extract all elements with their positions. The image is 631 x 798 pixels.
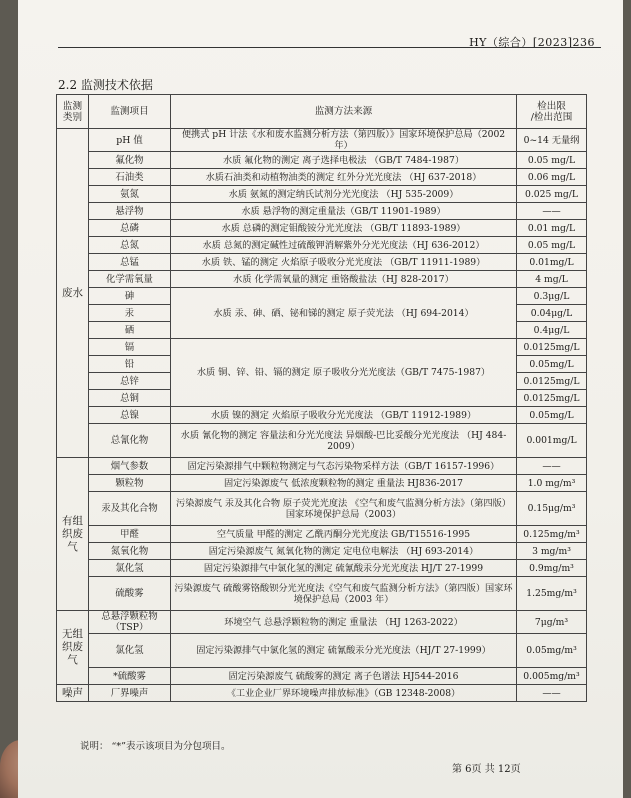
item-name: 氯化氢 bbox=[89, 560, 171, 577]
detection-limit: 0.0125mg/L bbox=[517, 373, 587, 390]
method-source: 污染源废气 汞及其化合物 原子荧光光度法 《空气和废气监测分析方法》（第四版）国家环境保护总局（2003） bbox=[171, 492, 517, 526]
method-source: 水质 汞、砷、硒、铋和锑的测定 原子荧光法 （HJ 694-2014） bbox=[171, 288, 517, 339]
detection-limit: 0.3μg/L bbox=[517, 288, 587, 305]
item-name: 氨氮 bbox=[89, 186, 171, 203]
table-row bbox=[57, 254, 587, 271]
method-source: 水质 铁、锰的测定 火焰原子吸收分光光度法 （GB/T 11911-1989） bbox=[171, 254, 517, 271]
table-row bbox=[57, 668, 587, 685]
item-name: 总氮 bbox=[89, 237, 171, 254]
table-row bbox=[57, 543, 587, 560]
category-unorganized-gas: 无组 织废 气 bbox=[57, 611, 89, 685]
table-row bbox=[57, 220, 587, 237]
item-name: 总悬浮颗粒物（TSP） bbox=[89, 611, 171, 634]
item-name: 石油类 bbox=[89, 169, 171, 186]
item-name: 氟化物 bbox=[89, 152, 171, 169]
table-row bbox=[57, 634, 587, 668]
method-source: 水质 悬浮物的测定重量法（GB/T 11901-1989） bbox=[171, 203, 517, 220]
method-source: 固定污染源废气 硫酸雾的测定 离子色谱法 HJ544-2016 bbox=[171, 668, 517, 685]
detection-limit: 0.125mg/m³ bbox=[517, 526, 587, 543]
table-row bbox=[57, 203, 587, 220]
category-organized-gas: 有组 织废 气 bbox=[57, 458, 89, 611]
method-source: 固定污染源排气中氯化氢的测定 硫氰酸汞分光光度法（HJ/T 27-1999） bbox=[171, 634, 517, 668]
table-row bbox=[57, 577, 587, 611]
table-row bbox=[57, 475, 587, 492]
detection-limit: 0.05 mg/L bbox=[517, 152, 587, 169]
section-title: 2.2 监测技术依据 bbox=[58, 78, 153, 92]
table-note: 说明： “*”表示该项目为分包项目。 bbox=[80, 741, 231, 752]
table-row bbox=[57, 169, 587, 186]
table-row bbox=[57, 237, 587, 254]
table-row bbox=[57, 424, 587, 458]
method-source: 水质石油类和动植物油类的测定 红外分光光度法 （HJ 637-2018） bbox=[171, 169, 517, 186]
item-name: 悬浮物 bbox=[89, 203, 171, 220]
item-name: *硫酸雾 bbox=[89, 668, 171, 685]
item-name: 化学需氧量 bbox=[89, 271, 171, 288]
detection-limit: 0.0125mg/L bbox=[517, 339, 587, 356]
method-source: 水质 总磷的测定钼酸铵分光光度法 （GB/T 11893-1989） bbox=[171, 220, 517, 237]
item-name: 总氰化物 bbox=[89, 424, 171, 458]
detection-limit: 0.005mg/m³ bbox=[517, 668, 587, 685]
table-row bbox=[57, 458, 587, 475]
header-item: 监测项目 bbox=[89, 95, 171, 129]
detection-limit: —— bbox=[517, 685, 587, 702]
document-page bbox=[18, 0, 623, 798]
method-source: 空气质量 甲醛的测定 乙酰丙酮分光光度法 GB/T15516-1995 bbox=[171, 526, 517, 543]
detection-limit: 0.15μg/m³ bbox=[517, 492, 587, 526]
detection-limit: 0.01mg/L bbox=[517, 254, 587, 271]
method-source: 污染源废气 硫酸雾铬酸钡分光光度法《空气和废气监测分析方法》（第四版）国家环境保护总局（2003 年） bbox=[171, 577, 517, 611]
detection-limit: 0.001mg/L bbox=[517, 424, 587, 458]
method-source: 水质 化学需氧量的测定 重铬酸盐法（HJ 828-2017） bbox=[171, 271, 517, 288]
detection-limit: 0.025 mg/L bbox=[517, 186, 587, 203]
method-source: 水质 铜、锌、铅、镉的测定 原子吸收分光光度法（GB/T 7475-1987） bbox=[171, 339, 517, 407]
item-name: 颗粒物 bbox=[89, 475, 171, 492]
detection-limit: 0.06 mg/L bbox=[517, 169, 587, 186]
detection-limit: 0.0125mg/L bbox=[517, 390, 587, 407]
doc-number: HY（综合）[2023]236 bbox=[469, 36, 595, 49]
table-row bbox=[57, 560, 587, 577]
detection-limit: 3 mg/m³ bbox=[517, 543, 587, 560]
detection-limit: 0.05mg/L bbox=[517, 356, 587, 373]
detection-limit: 0.01 mg/L bbox=[517, 220, 587, 237]
item-name: 总镍 bbox=[89, 407, 171, 424]
header-category: 监测 类别 bbox=[57, 95, 89, 129]
method-source: 固定污染源排气中氯化氢的测定 硫氰酸汞分光光度法 HJ/T 27-1999 bbox=[171, 560, 517, 577]
item-name: 硫酸雾 bbox=[89, 577, 171, 611]
table-row bbox=[57, 152, 587, 169]
table-row bbox=[57, 407, 587, 424]
table-row bbox=[57, 492, 587, 526]
item-name: 镉 bbox=[89, 339, 171, 356]
category-wastewater: 废水 bbox=[57, 129, 89, 458]
table-row bbox=[57, 339, 587, 356]
table-row bbox=[57, 685, 587, 702]
header-method: 监测方法来源 bbox=[171, 95, 517, 129]
item-name: 厂界噪声 bbox=[89, 685, 171, 702]
detection-limit: 4 mg/L bbox=[517, 271, 587, 288]
item-name: 铅 bbox=[89, 356, 171, 373]
method-source: 水质 氨氮的测定纳氏试剂分光光度法 （HJ 535-2009） bbox=[171, 186, 517, 203]
method-source: 《工业企业厂界环境噪声排放标准》（GB 12348-2008） bbox=[171, 685, 517, 702]
item-name: 总磷 bbox=[89, 220, 171, 237]
method-source: 固定污染源排气中颗粒物测定与气态污染物采样方法（GB/T 16157-1996） bbox=[171, 458, 517, 475]
item-name: 总锰 bbox=[89, 254, 171, 271]
item-name: 烟气参数 bbox=[89, 458, 171, 475]
item-name: 氯化氢 bbox=[89, 634, 171, 668]
item-name: 汞 bbox=[89, 305, 171, 322]
header-rule bbox=[58, 47, 601, 48]
method-source: 便携式 pH 计法《水和废水监测分析方法（第四版）》国家环境保护总局（2002 年） bbox=[171, 129, 517, 152]
method-source: 水质 镍的测定 火焰原子吸收分光光度法 （GB/T 11912-1989） bbox=[171, 407, 517, 424]
detection-limit: —— bbox=[517, 203, 587, 220]
detection-limit: 7μg/m³ bbox=[517, 611, 587, 634]
method-source: 固定污染源废气 低浓度颗粒物的测定 重量法 HJ836-2017 bbox=[171, 475, 517, 492]
detection-limit: 0.05 mg/L bbox=[517, 237, 587, 254]
table-row bbox=[57, 186, 587, 203]
table-row bbox=[57, 129, 587, 152]
method-source: 固定污染源废气 氮氧化物的测定 定电位电解法 （HJ 693-2014） bbox=[171, 543, 517, 560]
detection-limit: 0.4μg/L bbox=[517, 322, 587, 339]
item-name: 总锌 bbox=[89, 373, 171, 390]
item-name: 硒 bbox=[89, 322, 171, 339]
method-source: 水质 氰化物的测定 容量法和分光光度法 异烟酸-巴比妥酸分光光度法 （HJ 484-2009） bbox=[171, 424, 517, 458]
table-row bbox=[57, 526, 587, 543]
monitoring-basis-table bbox=[56, 94, 587, 702]
table-row bbox=[57, 288, 587, 305]
method-source: 环境空气 总悬浮颗粒物的测定 重量法 （HJ 1263-2022） bbox=[171, 611, 517, 634]
category-noise: 噪声 bbox=[57, 685, 89, 702]
item-name: 总铜 bbox=[89, 390, 171, 407]
method-source: 水质 氟化物的测定 离子选择电极法 （GB/T 7484-1987） bbox=[171, 152, 517, 169]
item-name: pH 值 bbox=[89, 129, 171, 152]
detection-limit: —— bbox=[517, 458, 587, 475]
detection-limit: 0.04μg/L bbox=[517, 305, 587, 322]
item-name: 氮氧化物 bbox=[89, 543, 171, 560]
table-row bbox=[57, 611, 587, 634]
table-row bbox=[57, 271, 587, 288]
detection-limit: 0~14 无量纲 bbox=[517, 129, 587, 152]
detection-limit: 0.05mg/L bbox=[517, 407, 587, 424]
item-name: 甲醛 bbox=[89, 526, 171, 543]
item-name: 砷 bbox=[89, 288, 171, 305]
method-source: 水质 总氮的测定碱性过硫酸钾消解紫外分光光度法（HJ 636-2012） bbox=[171, 237, 517, 254]
item-name: 汞及其化合物 bbox=[89, 492, 171, 526]
detection-limit: 1.0 mg/m³ bbox=[517, 475, 587, 492]
page-footer: 第 6页 共 12页 bbox=[452, 764, 521, 775]
header-limit: 检出限 /检出范围 bbox=[517, 95, 587, 129]
detection-limit: 0.9mg/m³ bbox=[517, 560, 587, 577]
table-header-row bbox=[57, 95, 587, 129]
detection-limit: 1.25mg/m³ bbox=[517, 577, 587, 611]
detection-limit: 0.05mg/m³ bbox=[517, 634, 587, 668]
